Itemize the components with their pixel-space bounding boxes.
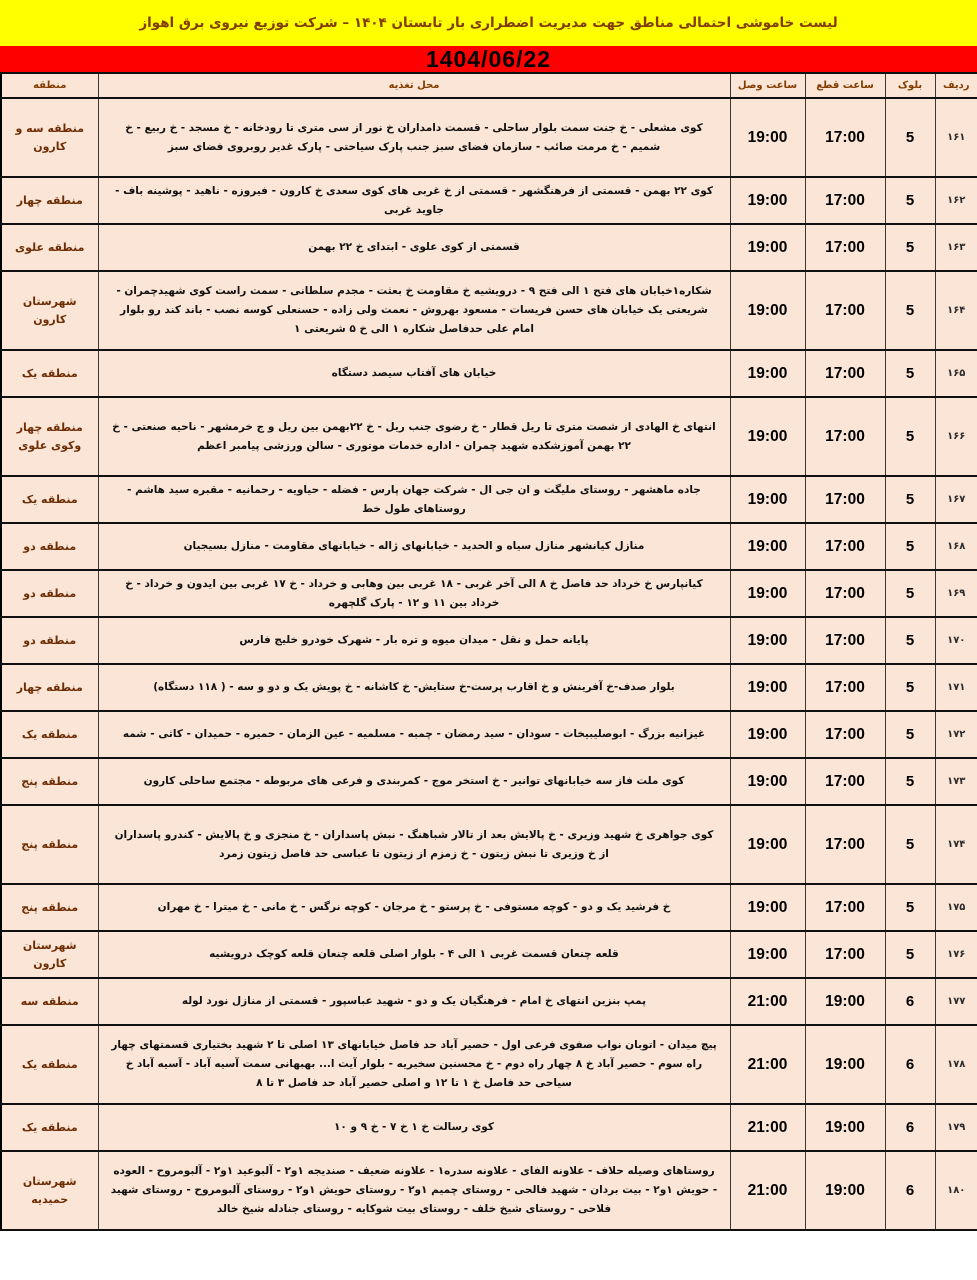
block-cell: 5 — [885, 884, 935, 931]
block-cell: 5 — [885, 177, 935, 224]
table-row — [1, 523, 977, 570]
block-cell: 5 — [885, 664, 935, 711]
block-cell: 5 — [885, 805, 935, 884]
region-cell: منطقه یک — [1, 476, 98, 523]
cut-time-cell: 19:00 — [805, 1104, 885, 1151]
cut-time-cell: 17:00 — [805, 98, 885, 177]
location-cell: کوی ملت فاز سه خیابانهای توانیر - خ استخر موج - کمربندی و فرعی های مربوطه - مجتمع ساحلی کارون — [98, 758, 730, 805]
location-cell: کیانپارس خ خرداد حد فاصل خ ۸ الی آخر غربی - ۱۸ غربی بین وهابی و خرداد - خ ۱۷ غربی بین ایدون و خرداد - خ خرداد بین ۱۱ و ۱۲ - پارک گلچهره — [98, 570, 730, 617]
row-number-cell: ۱۶۴ — [935, 271, 977, 350]
cut-time-cell: 19:00 — [805, 978, 885, 1025]
table-row — [1, 805, 977, 884]
row-number-cell: ۱۸۰ — [935, 1151, 977, 1230]
block-cell: 6 — [885, 1104, 935, 1151]
location-cell: انتهای خ الهادی از شصت متری تا ریل قطار - خ رضوی جنب ریل - خ ۲۲بهمن بین ریل و ج خرمشهر - ناحیه صنعتی - خ ۲۲ بهمن آموزشکده شهید چمران - اداره خدمات موتوری - سالن ورزشی پیامبر اعظم — [98, 397, 730, 476]
region-cell: شهرستان حمیدیه — [1, 1151, 98, 1230]
block-cell: 5 — [885, 224, 935, 271]
block-cell: 5 — [885, 523, 935, 570]
cut-time-cell: 17:00 — [805, 397, 885, 476]
cut-time-cell: 17:00 — [805, 758, 885, 805]
reconnect-time-cell: 19:00 — [730, 98, 805, 177]
block-cell: 5 — [885, 397, 935, 476]
reconnect-time-cell: 19:00 — [730, 570, 805, 617]
block-cell: 5 — [885, 570, 935, 617]
cut-time-cell: 17:00 — [805, 617, 885, 664]
row-number-cell: ۱۶۳ — [935, 224, 977, 271]
row-number-cell: ۱۷۱ — [935, 664, 977, 711]
location-cell: کوی مشعلی - خ جنت سمت بلوار ساحلی - قسمت دامداران خ نور از سی متری تا رودخانه - خ مسجد - خ ربیع - خ شمیم - خ مرمت صائب - سازمان فضای سبز جنب پارک سیاحتی - پارک غدیر روبروی فضای سبز — [98, 98, 730, 177]
reconnect-time-cell: 19:00 — [730, 617, 805, 664]
location-cell: کوی جواهری خ شهید وزیری - خ پالایش بعد از تالار شباهنگ - نبش پاسداران - خ منجزی و خ پالایش - کندرو پاسداران از خ وزیری تا نبش زیتون - خ زمزم از زیتون تا عباسی حد فاصل زیتون زمرد — [98, 805, 730, 884]
location-cell: کوی رسالت خ ۱ خ ۷ - خ ۹ و ۱۰ — [98, 1104, 730, 1151]
reconnect-time-cell: 19:00 — [730, 523, 805, 570]
cut-time-cell: 17:00 — [805, 523, 885, 570]
table-row — [1, 711, 977, 758]
block-cell: 6 — [885, 1151, 935, 1230]
location-cell: روستاهای وصیله حلاف - علاونه الفای - علاونه سدره۱ - علاونه ضعیف - صندیجه ۱و۲ - آلبوعید ۱و۲ - آلبومروح - العوده - حویش ۱و۲ - بیت بردان - شهید فالحی - روستای چمیم ۱و۲ - روستای حویش ۱و۲ - روستای آلبومروح - روستای شهید فلاحی - روستای شیخ خلف - روستای بیت شوکایه - روستای جنادله شیخ خالد — [98, 1151, 730, 1230]
schedule-date: 1404/06/22 — [425, 45, 552, 72]
cut-time-cell: 17:00 — [805, 805, 885, 884]
table-row — [1, 1025, 977, 1104]
row-number-cell: ۱۷۹ — [935, 1104, 977, 1151]
region-cell: منطقه یک — [1, 1025, 98, 1104]
table-row — [1, 758, 977, 805]
region-cell: منطقه پنج — [1, 758, 98, 805]
cut-time-cell: 17:00 — [805, 177, 885, 224]
block-cell: 6 — [885, 978, 935, 1025]
cut-time-cell: 19:00 — [805, 1025, 885, 1104]
region-cell: منطقه یک — [1, 711, 98, 758]
column-header-row-number: ردیف — [935, 73, 977, 98]
table-row — [1, 224, 977, 271]
region-cell: منطقه یک — [1, 350, 98, 397]
schedule-body — [1, 98, 977, 1230]
region-cell: منطقه پنج — [1, 805, 98, 884]
location-cell: منازل کیانشهر منازل سیاه و الحدید - خیابانهای ژاله - خیابانهای مقاومت - منازل بسیجیان — [98, 523, 730, 570]
row-number-cell: ۱۶۶ — [935, 397, 977, 476]
table-header-row — [1, 73, 977, 98]
page-title: لیست خاموشی احتمالی مناطق جهت مدیریت اضطراری بار تابستان ۱۴۰۴ – شرکت توزیع نیروی برق اهواز — [139, 15, 838, 31]
table-row — [1, 978, 977, 1025]
row-number-cell: ۱۷۷ — [935, 978, 977, 1025]
table-row — [1, 98, 977, 177]
column-header-location: محل تغذیه — [98, 73, 730, 98]
region-cell: منطقه دو — [1, 523, 98, 570]
cut-time-cell: 17:00 — [805, 476, 885, 523]
table-row — [1, 617, 977, 664]
cut-time-cell: 17:00 — [805, 664, 885, 711]
location-cell: غیزانیه بزرگ - ابوصلیبیخات - سودان - سید رمضان - چمبه - مسلمیه - عین الزمان - حمیره - حمیدان - کاثی - شمه — [98, 711, 730, 758]
reconnect-time-cell: 19:00 — [730, 711, 805, 758]
location-cell: جاده ماهشهر - روستای ملیگت و ان جی ال - شرکت جهان پارس - فضله - حیاویه - رحمانیه - مقبره سید هاشم - روستاهای طول خط — [98, 476, 730, 523]
row-number-cell: ۱۶۹ — [935, 570, 977, 617]
row-number-cell: ۱۶۱ — [935, 98, 977, 177]
row-number-cell: ۱۶۵ — [935, 350, 977, 397]
reconnect-time-cell: 19:00 — [730, 397, 805, 476]
cut-time-cell: 17:00 — [805, 350, 885, 397]
reconnect-time-cell: 21:00 — [730, 1151, 805, 1230]
block-cell: 5 — [885, 617, 935, 664]
cut-time-cell: 17:00 — [805, 931, 885, 978]
reconnect-time-cell: 19:00 — [730, 177, 805, 224]
date-banner — [0, 46, 977, 72]
region-cell: منطقه چهار — [1, 177, 98, 224]
reconnect-time-cell: 19:00 — [730, 805, 805, 884]
row-number-cell: ۱۷۶ — [935, 931, 977, 978]
cut-time-cell: 17:00 — [805, 884, 885, 931]
block-cell: 6 — [885, 1025, 935, 1104]
row-number-cell: ۱۷۸ — [935, 1025, 977, 1104]
reconnect-time-cell: 19:00 — [730, 271, 805, 350]
table-row — [1, 1151, 977, 1230]
region-cell: منطقه دو — [1, 570, 98, 617]
power-outage-table — [0, 72, 977, 1231]
region-cell: منطقه چهار وکوی علوی — [1, 397, 98, 476]
block-cell: 5 — [885, 271, 935, 350]
table-row — [1, 476, 977, 523]
cut-time-cell: 17:00 — [805, 570, 885, 617]
cut-time-cell: 19:00 — [805, 1151, 885, 1230]
row-number-cell: ۱۶۸ — [935, 523, 977, 570]
reconnect-time-cell: 19:00 — [730, 350, 805, 397]
reconnect-time-cell: 19:00 — [730, 664, 805, 711]
table-row — [1, 397, 977, 476]
region-cell: شهرستان کارون — [1, 931, 98, 978]
block-cell: 5 — [885, 931, 935, 978]
row-number-cell: ۱۷۵ — [935, 884, 977, 931]
reconnect-time-cell: 19:00 — [730, 931, 805, 978]
table-row — [1, 350, 977, 397]
reconnect-time-cell: 19:00 — [730, 476, 805, 523]
region-cell: منطقه دو — [1, 617, 98, 664]
location-cell: قسمتی از کوی علوی - ابتدای خ ۲۲ بهمن — [98, 224, 730, 271]
cut-time-cell: 17:00 — [805, 224, 885, 271]
row-number-cell: ۱۷۰ — [935, 617, 977, 664]
reconnect-time-cell: 19:00 — [730, 758, 805, 805]
row-number-cell: ۱۶۲ — [935, 177, 977, 224]
row-number-cell: ۱۷۳ — [935, 758, 977, 805]
location-cell: قلعه چنعان قسمت غربی ۱ الی ۴ - بلوار اصلی قلعه چنعان قلعه کوچک درویشیه — [98, 931, 730, 978]
location-cell: بلوار صدف-خ آفرینش و خ اقارب پرست-خ ستایش- خ کاشانه - خ پویش یک و دو و سه - ( ۱۱۸ دستگاه) — [98, 664, 730, 711]
location-cell: شکاره۱خیابان های فتح ۱ الی فتح ۹ - درویشیه خ مقاومت خ بعثت - مجدم سلطانی - سمت راست کوی شهیدچمران - شریعتی یک خیابان های حسن فریسات - مسعود بهروش - نعمت ولی زاده - حسنعلی کوسه نصب - باند کند رو بلوار امام علی حدفاصل شکاره ۱ الی خ ۵ شریعتی ۱ — [98, 271, 730, 350]
location-cell: پمپ بنزین انتهای خ امام - فرهنگیان یک و دو - شهید عباسپور - قسمتی از منازل نورد لوله — [98, 978, 730, 1025]
reconnect-time-cell: 19:00 — [730, 884, 805, 931]
reconnect-time-cell: 21:00 — [730, 978, 805, 1025]
column-header-reconnect-time: ساعت وصل — [730, 73, 805, 98]
table-row — [1, 177, 977, 224]
column-header-region: منطقه — [1, 73, 98, 98]
region-cell: منطقه سه — [1, 978, 98, 1025]
region-cell: منطقه علوی — [1, 224, 98, 271]
block-cell: 5 — [885, 476, 935, 523]
location-cell: خ فرشید یک و دو - کوچه مستوفی - خ پرستو - خ مرجان - کوچه نرگس - خ مانی - خ میترا - خ مهران — [98, 884, 730, 931]
location-cell: پیچ میدان - اتوبان نواب صفوی فرعی اول - حصیر آباد حد فاصل خیابانهای ۱۳ اصلی تا ۲ شهید بختیاری قسمتهای چهار راه سوم - حصیر آباد خ ۸ چهار راه دوم - خ محسنین سخیریه - بلوار آیت ا... بهبهانی سمت آسیه آباد - آسیه آباد خ سیاحی حد فاصل خ ۱ تا ۱۲ و اصلی حصیر آباد حد فاصل ۳ تا ۸ — [98, 1025, 730, 1104]
block-cell: 5 — [885, 758, 935, 805]
region-cell: شهرستان کارون — [1, 271, 98, 350]
title-banner — [0, 0, 977, 46]
table-row — [1, 931, 977, 978]
block-cell: 5 — [885, 350, 935, 397]
region-cell: منطقه چهار — [1, 664, 98, 711]
location-cell: کوی ۲۲ بهمن - قسمتی از فرهنگشهر - قسمتی از خ غربی های کوی سعدی خ کارون - فیروزه - ناهید - پوشینه باف - جاوید غربی — [98, 177, 730, 224]
table-row — [1, 664, 977, 711]
table-row — [1, 884, 977, 931]
cut-time-cell: 17:00 — [805, 271, 885, 350]
location-cell: خیابان های آفتاب سیصد دستگاه — [98, 350, 730, 397]
row-number-cell: ۱۶۷ — [935, 476, 977, 523]
region-cell: منطقه یک — [1, 1104, 98, 1151]
row-number-cell: ۱۷۲ — [935, 711, 977, 758]
reconnect-time-cell: 21:00 — [730, 1025, 805, 1104]
row-number-cell: ۱۷۴ — [935, 805, 977, 884]
reconnect-time-cell: 19:00 — [730, 224, 805, 271]
region-cell: منطقه پنج — [1, 884, 98, 931]
column-header-cut-time: ساعت قطع — [805, 73, 885, 98]
location-cell: پایانه حمل و نقل - میدان میوه و تره بار - شهرک خودرو خلیج فارس — [98, 617, 730, 664]
block-cell: 5 — [885, 711, 935, 758]
reconnect-time-cell: 21:00 — [730, 1104, 805, 1151]
cut-time-cell: 17:00 — [805, 711, 885, 758]
column-header-block: بلوک — [885, 73, 935, 98]
table-row — [1, 570, 977, 617]
table-row — [1, 1104, 977, 1151]
region-cell: منطقه سه و کارون — [1, 98, 98, 177]
block-cell: 5 — [885, 98, 935, 177]
table-row — [1, 271, 977, 350]
